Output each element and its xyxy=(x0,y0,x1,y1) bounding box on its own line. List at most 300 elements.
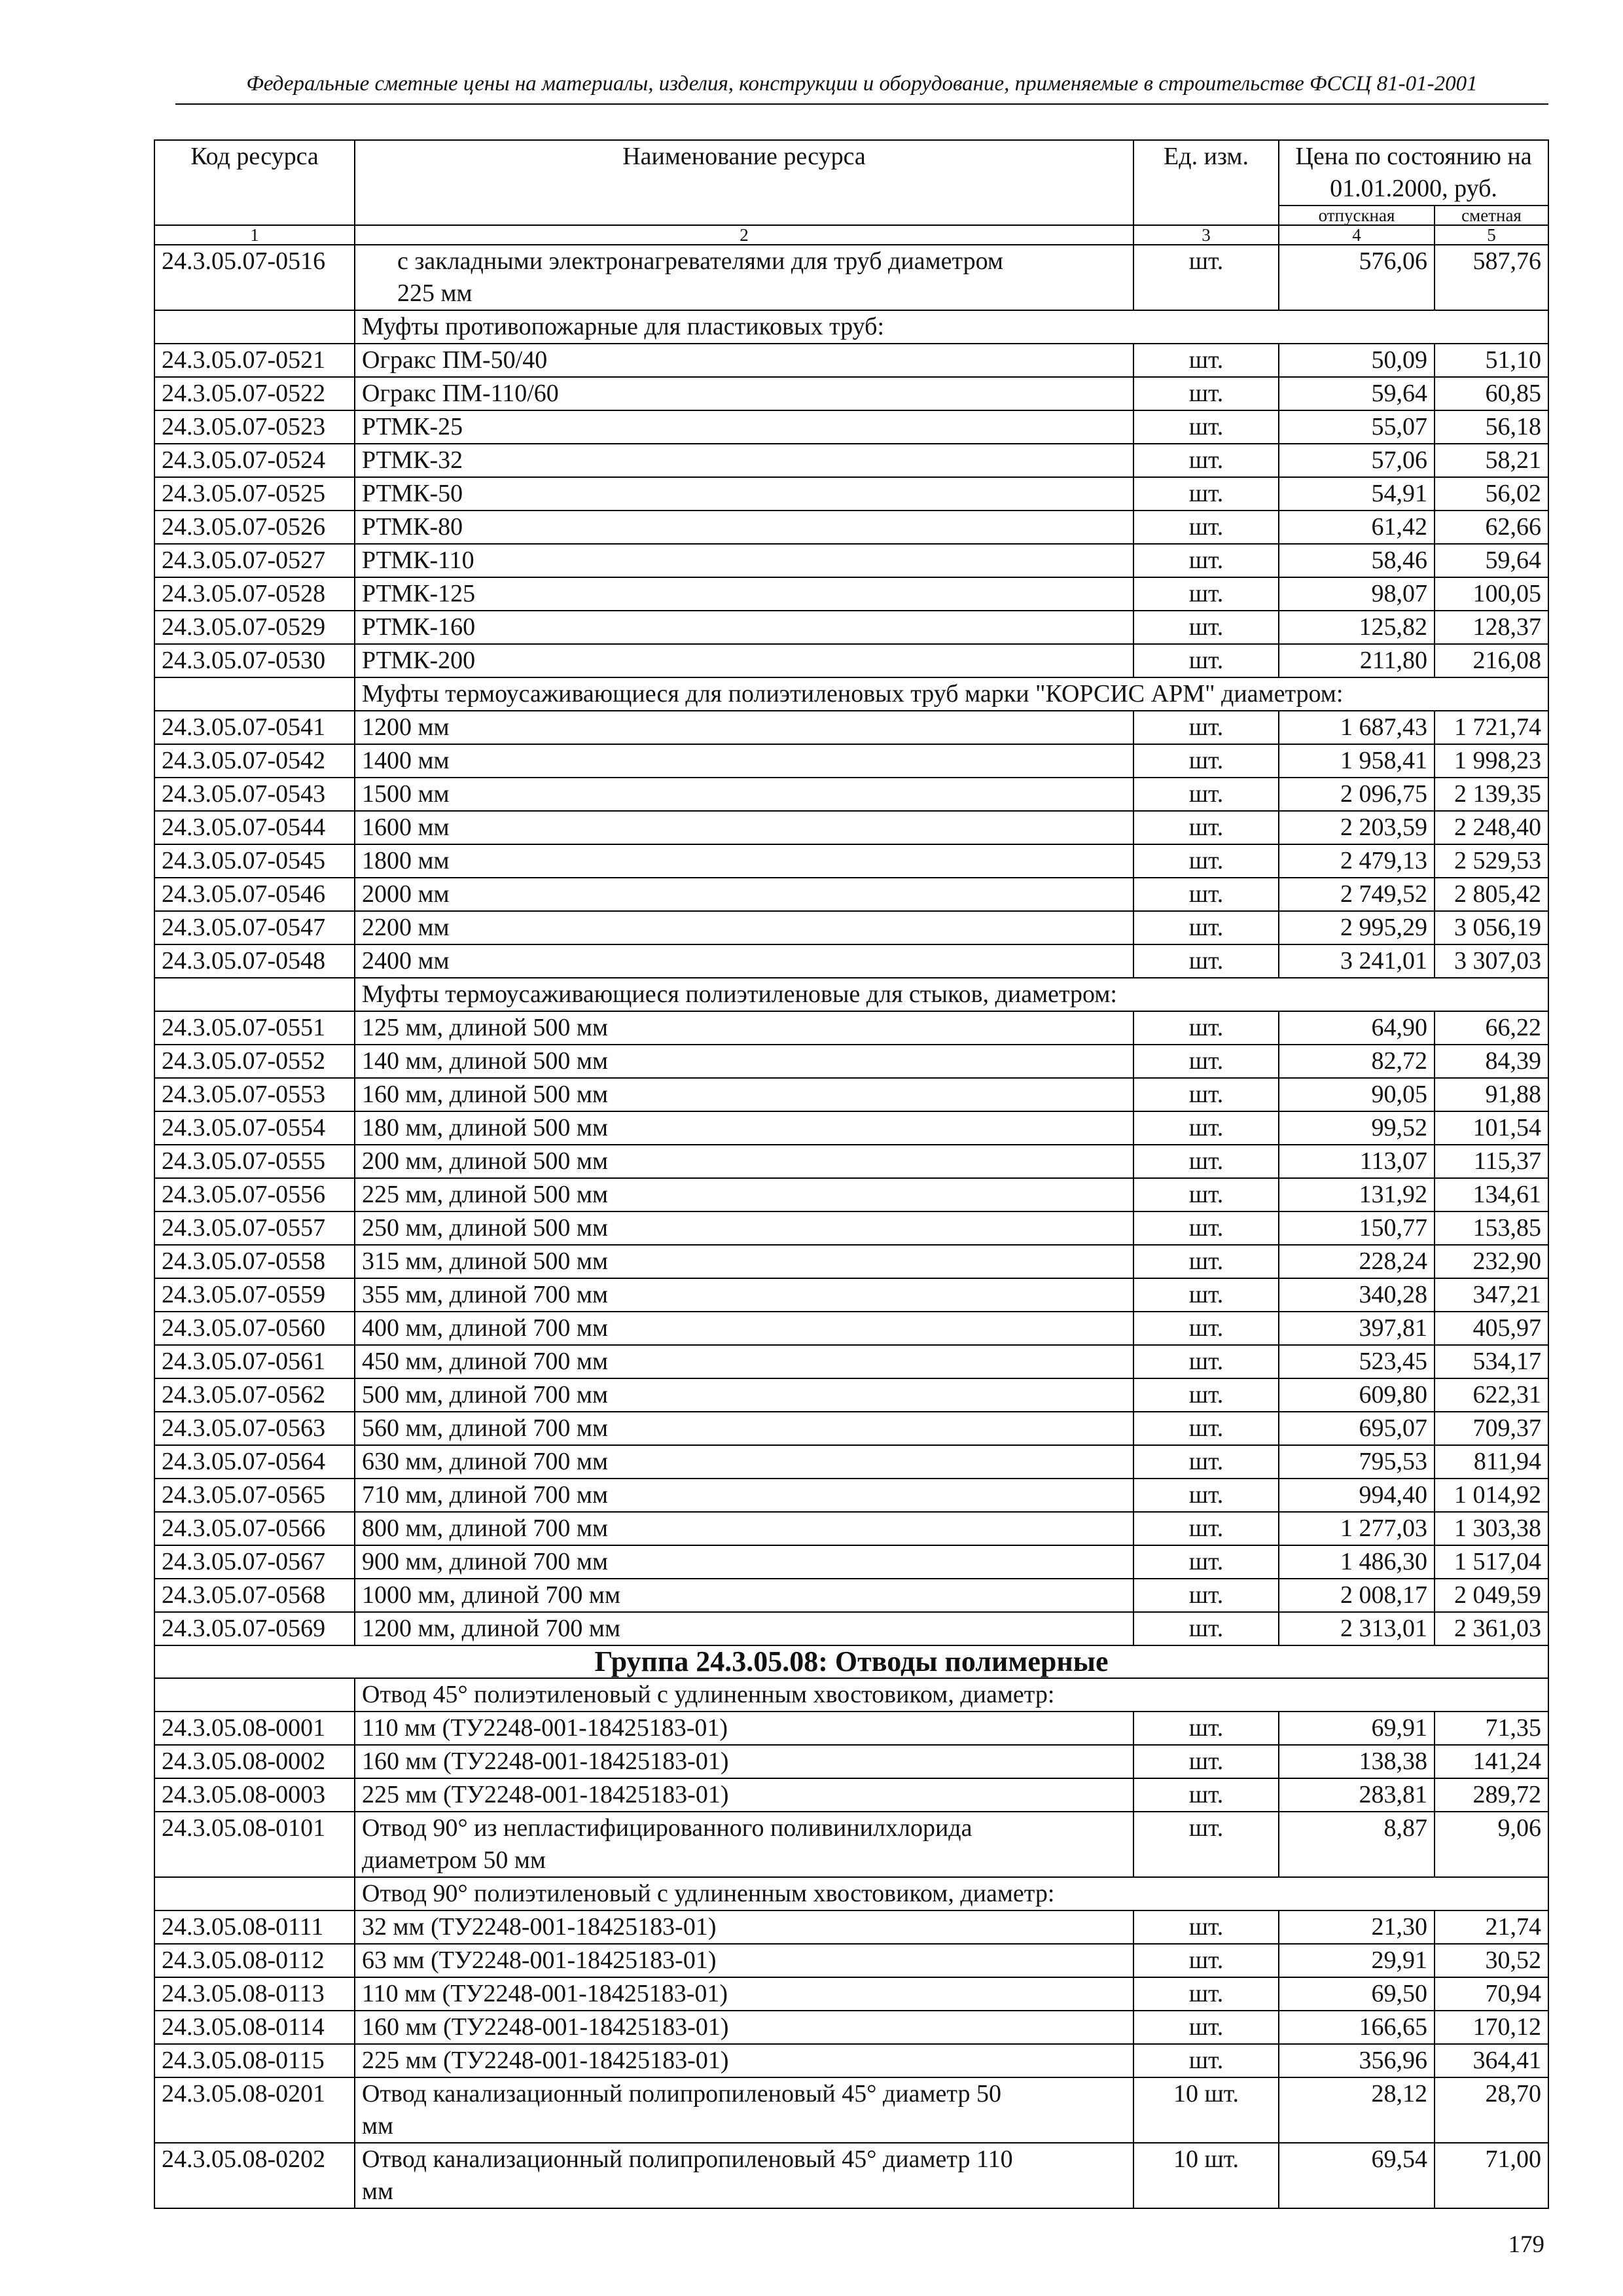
release-price: 57,06 xyxy=(1279,444,1435,477)
resource-name-continued: 225 мм xyxy=(397,279,473,307)
resource-name-text: 1800 мм xyxy=(362,847,450,874)
unit-of-measure: шт. xyxy=(1133,1545,1279,1579)
resource-name xyxy=(355,1312,1133,1345)
table-row xyxy=(154,1612,1548,1645)
release-price: 21,30 xyxy=(1279,1910,1435,1944)
release-price: 99,52 xyxy=(1279,1111,1435,1145)
release-price: 90,05 xyxy=(1279,1078,1435,1111)
resource-name-text: 225 мм (ТУ2248-001-18425183-01) xyxy=(362,1781,729,1808)
resource-code: 24.3.05.07-0548 xyxy=(154,944,355,978)
table-row xyxy=(154,611,1548,644)
estimate-price: 91,88 xyxy=(1435,1078,1548,1111)
resource-code: 24.3.05.07-0547 xyxy=(154,911,355,944)
resource-name xyxy=(355,544,1133,577)
table-row xyxy=(154,2044,1548,2077)
resource-name-text: Отвод канализационный полипропиленовый 45° диаметр 50 xyxy=(362,2080,1001,2108)
resource-name xyxy=(355,511,1133,544)
resource-code: 24.3.05.07-0542 xyxy=(154,744,355,778)
estimate-price: 1 014,92 xyxy=(1435,1479,1548,1512)
release-price: 55,07 xyxy=(1279,410,1435,444)
estimate-price: 9,06 xyxy=(1435,1812,1548,1877)
resource-name-text: 63 мм (ТУ2248-001-18425183-01) xyxy=(362,1946,717,1974)
unit-of-measure: шт. xyxy=(1133,1612,1279,1645)
table-row xyxy=(154,1312,1548,1345)
resource-code: 24.3.05.07-0522 xyxy=(154,377,355,410)
table-row xyxy=(154,1910,1548,1944)
estimate-price: 21,74 xyxy=(1435,1910,1548,1944)
resource-code: 24.3.05.08-0201 xyxy=(154,2077,355,2143)
resource-code: 24.3.05.07-0560 xyxy=(154,1312,355,1345)
resource-name-text: РТМК-25 xyxy=(362,413,463,440)
unit-of-measure: шт. xyxy=(1133,1579,1279,1612)
unit-of-measure: шт. xyxy=(1133,944,1279,978)
colnum-2: 2 xyxy=(355,225,1133,245)
unit-of-measure: шт. xyxy=(1133,1778,1279,1812)
resource-code: 24.3.05.07-0528 xyxy=(154,577,355,611)
resource-name xyxy=(355,1612,1133,1645)
resource-code: 24.3.05.07-0554 xyxy=(154,1111,355,1145)
resource-code: 24.3.05.07-0559 xyxy=(154,1278,355,1312)
group-title: Группа 24.3.05.08: Отводы полимерные xyxy=(154,1645,1548,1678)
release-price: 29,91 xyxy=(1279,1944,1435,1977)
unit-of-measure: шт. xyxy=(1133,778,1279,811)
resource-name xyxy=(355,1944,1133,1977)
colnum-1: 1 xyxy=(154,225,355,245)
resource-name-text: 110 мм (ТУ2248-001-18425183-01) xyxy=(362,1714,728,1742)
resource-name xyxy=(355,1145,1133,1178)
unit-of-measure: шт. xyxy=(1133,1011,1279,1045)
resource-name-text: 800 мм, длиной 700 мм xyxy=(362,1515,608,1542)
resource-name xyxy=(355,377,1133,410)
resource-name-text: 630 мм, длиной 700 мм xyxy=(362,1448,608,1475)
resource-name xyxy=(355,2044,1133,2077)
resource-code: 24.3.05.07-0563 xyxy=(154,1412,355,1445)
unit-of-measure: шт. xyxy=(1133,1378,1279,1412)
page-number: 179 xyxy=(1508,2231,1544,2258)
empty-code-cell xyxy=(154,677,355,711)
estimate-price: 51,10 xyxy=(1435,344,1548,377)
estimate-price: 141,24 xyxy=(1435,1745,1548,1778)
unit-of-measure: шт. xyxy=(1133,1111,1279,1145)
resource-code: 24.3.05.07-0561 xyxy=(154,1345,355,1378)
release-price: 523,45 xyxy=(1279,1345,1435,1378)
estimate-price: 66,22 xyxy=(1435,1011,1548,1045)
resource-name-text: 180 мм, длиной 500 мм xyxy=(362,1114,608,1141)
section-heading: Муфты противопожарные для пластиковых труб: xyxy=(355,310,1548,344)
resource-name-text: 225 мм, длиной 500 мм xyxy=(362,1181,608,1208)
table-row xyxy=(154,2077,1548,2143)
unit-of-measure: шт. xyxy=(1133,1245,1279,1278)
resource-name-text: Отвод канализационный полипропиленовый 45° диаметр 110 xyxy=(362,2145,1013,2173)
estimate-price: 115,37 xyxy=(1435,1145,1548,1178)
release-price: 994,40 xyxy=(1279,1479,1435,1512)
estimate-price: 2 529,53 xyxy=(1435,844,1548,878)
unit-of-measure: шт. xyxy=(1133,377,1279,410)
header-rule xyxy=(175,103,1548,105)
resource-code: 24.3.05.07-0565 xyxy=(154,1479,355,1512)
table-row xyxy=(154,1278,1548,1312)
section-heading: Муфты термоусаживающиеся полиэтиленовые для стыков, диаметром: xyxy=(355,978,1548,1011)
unit-of-measure: шт. xyxy=(1133,1178,1279,1211)
resource-name-text: 900 мм, длиной 700 мм xyxy=(362,1548,608,1575)
col-release-header: отпускная xyxy=(1279,206,1435,225)
table-row xyxy=(154,911,1548,944)
estimate-price: 62,66 xyxy=(1435,511,1548,544)
resource-code: 24.3.05.07-0521 xyxy=(154,344,355,377)
unit-of-measure: шт. xyxy=(1133,611,1279,644)
unit-of-measure: шт. xyxy=(1133,1745,1279,1778)
unit-of-measure: шт. xyxy=(1133,1278,1279,1312)
table-row xyxy=(154,811,1548,844)
resource-name-text: РТМК-110 xyxy=(362,547,474,574)
release-price: 3 241,01 xyxy=(1279,944,1435,978)
release-price: 64,90 xyxy=(1279,1011,1435,1045)
resource-code: 24.3.05.08-0115 xyxy=(154,2044,355,2077)
table-row xyxy=(154,744,1548,778)
resource-name xyxy=(355,744,1133,778)
col-code-header: Код ресурса xyxy=(154,140,355,225)
release-price: 1 687,43 xyxy=(1279,711,1435,744)
estimate-price: 2 361,03 xyxy=(1435,1612,1548,1645)
resource-name-text: 1200 мм xyxy=(362,713,450,741)
table-row xyxy=(154,511,1548,544)
resource-name-text: 560 мм, длиной 700 мм xyxy=(362,1414,608,1442)
estimate-price: 364,41 xyxy=(1435,2044,1548,2077)
section-heading-row xyxy=(154,677,1548,711)
table-row xyxy=(154,1078,1548,1111)
colnum-3: 3 xyxy=(1133,225,1279,245)
release-price: 1 486,30 xyxy=(1279,1545,1435,1579)
estimate-price: 1 721,74 xyxy=(1435,711,1548,744)
release-price: 28,12 xyxy=(1279,2077,1435,2143)
resource-name-text: 125 мм, длиной 500 мм xyxy=(362,1014,608,1041)
estimate-price: 58,21 xyxy=(1435,444,1548,477)
resource-code: 24.3.05.08-0002 xyxy=(154,1745,355,1778)
resource-name xyxy=(355,1545,1133,1579)
table-row xyxy=(154,2011,1548,2044)
resource-name xyxy=(355,245,1133,310)
resource-name xyxy=(355,911,1133,944)
table-row xyxy=(154,1579,1548,1612)
estimate-price: 216,08 xyxy=(1435,644,1548,677)
resource-code: 24.3.05.07-0566 xyxy=(154,1512,355,1545)
resource-code: 24.3.05.07-0564 xyxy=(154,1445,355,1479)
estimate-price: 71,00 xyxy=(1435,2143,1548,2208)
resource-code: 24.3.05.07-0552 xyxy=(154,1045,355,1078)
estimate-price: 1 998,23 xyxy=(1435,744,1548,778)
estimate-price: 811,94 xyxy=(1435,1445,1548,1479)
resource-name-text: 710 мм, длиной 700 мм xyxy=(362,1481,608,1509)
estimate-price: 100,05 xyxy=(1435,577,1548,611)
table-row xyxy=(154,1178,1548,1211)
table-row xyxy=(154,778,1548,811)
table-row xyxy=(154,644,1548,677)
resource-name xyxy=(355,577,1133,611)
estimate-price: 1 517,04 xyxy=(1435,1545,1548,1579)
release-price: 795,53 xyxy=(1279,1445,1435,1479)
resource-name xyxy=(355,644,1133,677)
resource-code: 24.3.05.07-0544 xyxy=(154,811,355,844)
unit-of-measure: шт. xyxy=(1133,878,1279,911)
unit-of-measure: шт. xyxy=(1133,644,1279,677)
resource-name-text: 400 мм, длиной 700 мм xyxy=(362,1314,608,1342)
table-row xyxy=(154,944,1548,978)
release-price: 150,77 xyxy=(1279,1211,1435,1245)
unit-of-measure: шт. xyxy=(1133,1078,1279,1111)
resource-code: 24.3.05.07-0516 xyxy=(154,245,355,310)
table-row xyxy=(154,1211,1548,1245)
resource-code: 24.3.05.08-0001 xyxy=(154,1712,355,1745)
resource-code: 24.3.05.07-0526 xyxy=(154,511,355,544)
resource-code: 24.3.05.07-0556 xyxy=(154,1178,355,1211)
col-name-header: Наименование ресурса xyxy=(355,140,1133,225)
resource-name-text: 1400 мм xyxy=(362,747,450,774)
unit-of-measure: шт. xyxy=(1133,511,1279,544)
unit-of-measure: шт. xyxy=(1133,1145,1279,1178)
resource-code: 24.3.05.07-0527 xyxy=(154,544,355,577)
release-price: 82,72 xyxy=(1279,1045,1435,1078)
unit-of-measure: шт. xyxy=(1133,577,1279,611)
release-price: 69,91 xyxy=(1279,1712,1435,1745)
resource-name-text: 160 мм (ТУ2248-001-18425183-01) xyxy=(362,1748,729,1775)
resource-name-text: 500 мм, длиной 700 мм xyxy=(362,1381,608,1408)
resource-name xyxy=(355,1045,1133,1078)
table-row xyxy=(154,711,1548,744)
resource-name xyxy=(355,944,1133,978)
resource-name-text: Отвод 90° из непластифицированного поливинилхлорида xyxy=(362,1814,972,1842)
estimate-price: 71,35 xyxy=(1435,1712,1548,1745)
resource-code: 24.3.05.07-0529 xyxy=(154,611,355,644)
resource-code: 24.3.05.07-0523 xyxy=(154,410,355,444)
resource-name xyxy=(355,1211,1133,1245)
resource-name-text: 1200 мм, длиной 700 мм xyxy=(362,1615,620,1642)
resource-name xyxy=(355,2143,1133,2208)
empty-code-cell xyxy=(154,1678,355,1712)
resource-name xyxy=(355,611,1133,644)
resource-name-text: 450 мм, длиной 700 мм xyxy=(362,1348,608,1375)
table-row xyxy=(154,577,1548,611)
estimate-price: 232,90 xyxy=(1435,1245,1548,1278)
table-row xyxy=(154,1545,1548,1579)
resource-code: 24.3.05.08-0111 xyxy=(154,1910,355,1944)
resource-code: 24.3.05.07-0530 xyxy=(154,644,355,677)
estimate-price: 2 248,40 xyxy=(1435,811,1548,844)
unit-of-measure: шт. xyxy=(1133,1479,1279,1512)
resource-name xyxy=(355,811,1133,844)
resource-name-continued: мм xyxy=(362,2112,394,2140)
estimate-price: 289,72 xyxy=(1435,1778,1548,1812)
resource-name-text: 2000 мм xyxy=(362,880,450,908)
unit-of-measure: шт. xyxy=(1133,1977,1279,2011)
resource-name-text: РТМК-125 xyxy=(362,580,476,607)
resource-name xyxy=(355,2077,1133,2143)
table-row xyxy=(154,1944,1548,1977)
release-price: 59,64 xyxy=(1279,377,1435,410)
table-row xyxy=(154,1745,1548,1778)
release-price: 2 479,13 xyxy=(1279,844,1435,878)
resource-name-text: 160 мм (ТУ2248-001-18425183-01) xyxy=(362,2013,729,2041)
release-price: 2 096,75 xyxy=(1279,778,1435,811)
resource-name xyxy=(355,1078,1133,1111)
resource-name xyxy=(355,1345,1133,1378)
release-price: 50,09 xyxy=(1279,344,1435,377)
release-price: 397,81 xyxy=(1279,1312,1435,1345)
release-price: 1 958,41 xyxy=(1279,744,1435,778)
unit-of-measure: шт. xyxy=(1133,344,1279,377)
estimate-price: 2 139,35 xyxy=(1435,778,1548,811)
table-row xyxy=(154,1378,1548,1412)
resource-code: 24.3.05.08-0112 xyxy=(154,1944,355,1977)
release-price: 2 203,59 xyxy=(1279,811,1435,844)
resource-name xyxy=(355,2011,1133,2044)
estimate-price: 2 049,59 xyxy=(1435,1579,1548,1612)
price-rows xyxy=(154,245,1548,2208)
unit-of-measure: 10 шт. xyxy=(1133,2077,1279,2143)
table-row xyxy=(154,344,1548,377)
release-price: 58,46 xyxy=(1279,544,1435,577)
estimate-price: 70,94 xyxy=(1435,1977,1548,2011)
release-price: 228,24 xyxy=(1279,1245,1435,1278)
section-heading: Муфты термоусаживающиеся для полиэтиленовых труб марки "КОРСИС АРМ" диаметром: xyxy=(355,677,1548,711)
estimate-price: 2 805,42 xyxy=(1435,878,1548,911)
release-price: 576,06 xyxy=(1279,245,1435,310)
release-price: 2 313,01 xyxy=(1279,1612,1435,1645)
table-row xyxy=(154,377,1548,410)
resource-name-text: РТМК-50 xyxy=(362,480,463,507)
unit-of-measure: шт. xyxy=(1133,1944,1279,1977)
table-row xyxy=(154,1479,1548,1512)
release-price: 356,96 xyxy=(1279,2044,1435,2077)
unit-of-measure: шт. xyxy=(1133,1910,1279,1944)
resource-name xyxy=(355,1178,1133,1211)
resource-name xyxy=(355,1712,1133,1745)
table-row xyxy=(154,245,1548,310)
release-price: 1 277,03 xyxy=(1279,1512,1435,1545)
table-row xyxy=(154,1045,1548,1078)
release-price: 609,80 xyxy=(1279,1378,1435,1412)
resource-name-text: РТМК-32 xyxy=(362,446,463,474)
release-price: 98,07 xyxy=(1279,577,1435,611)
resource-code: 24.3.05.07-0524 xyxy=(154,444,355,477)
col-estimate-header: сметная xyxy=(1435,206,1548,225)
resource-name xyxy=(355,1778,1133,1812)
estimate-price: 3 307,03 xyxy=(1435,944,1548,978)
table-row xyxy=(154,1145,1548,1178)
resource-code: 24.3.05.07-0568 xyxy=(154,1579,355,1612)
estimate-price: 622,31 xyxy=(1435,1378,1548,1412)
table-row xyxy=(154,1778,1548,1812)
resource-name xyxy=(355,711,1133,744)
estimate-price: 534,17 xyxy=(1435,1345,1548,1378)
release-price: 131,92 xyxy=(1279,1178,1435,1211)
estimate-price: 153,85 xyxy=(1435,1211,1548,1245)
release-price: 54,91 xyxy=(1279,477,1435,511)
resource-name-text: 355 мм, длиной 700 мм xyxy=(362,1281,608,1308)
release-price: 211,80 xyxy=(1279,644,1435,677)
group-row xyxy=(154,1645,1548,1678)
release-price: 69,50 xyxy=(1279,1977,1435,2011)
resource-name-text: 1000 мм, длиной 700 мм xyxy=(362,1581,620,1609)
estimate-price: 56,18 xyxy=(1435,410,1548,444)
resource-name-continued: мм xyxy=(362,2178,394,2205)
resource-name-text: 200 мм, длиной 500 мм xyxy=(362,1147,608,1175)
estimate-price: 101,54 xyxy=(1435,1111,1548,1145)
resource-name-text: 1500 мм xyxy=(362,780,450,808)
unit-of-measure: шт. xyxy=(1133,1211,1279,1245)
resource-name-text: РТМК-160 xyxy=(362,613,476,641)
resource-name xyxy=(355,1278,1133,1312)
resource-name xyxy=(355,477,1133,511)
release-price: 2 008,17 xyxy=(1279,1579,1435,1612)
estimate-price: 56,02 xyxy=(1435,477,1548,511)
estimate-price: 170,12 xyxy=(1435,2011,1548,2044)
resource-name xyxy=(355,878,1133,911)
resource-code: 24.3.05.07-0551 xyxy=(154,1011,355,1045)
unit-of-measure: шт. xyxy=(1133,1812,1279,1877)
table-row xyxy=(154,1812,1548,1877)
empty-code-cell xyxy=(154,1877,355,1910)
resource-name xyxy=(355,1512,1133,1545)
resource-name-text: 315 мм, длиной 500 мм xyxy=(362,1247,608,1275)
unit-of-measure: шт. xyxy=(1133,711,1279,744)
resource-name xyxy=(355,1910,1133,1944)
resource-name xyxy=(355,1812,1133,1877)
section-heading-row xyxy=(154,1678,1548,1712)
unit-of-measure: шт. xyxy=(1133,245,1279,310)
empty-code-cell xyxy=(154,310,355,344)
running-header: Федеральные сметные цены на материалы, изделия, конструкции и оборудование, применяемые в строительстве ФССЦ 81-01-2001 xyxy=(246,72,1478,96)
resource-name xyxy=(355,1579,1133,1612)
estimate-price: 60,85 xyxy=(1435,377,1548,410)
resource-code: 24.3.05.08-0114 xyxy=(154,2011,355,2044)
estimate-price: 405,97 xyxy=(1435,1312,1548,1345)
table-row xyxy=(154,2143,1548,2208)
table-row xyxy=(154,1412,1548,1445)
resource-code: 24.3.05.07-0553 xyxy=(154,1078,355,1111)
unit-of-measure: шт. xyxy=(1133,444,1279,477)
col-price-header: Цена по состоянию на 01.01.2000, руб. xyxy=(1279,140,1548,206)
resource-name-text: 140 мм, длиной 500 мм xyxy=(362,1047,608,1075)
release-price: 283,81 xyxy=(1279,1778,1435,1812)
resource-code: 24.3.05.07-0545 xyxy=(154,844,355,878)
empty-code-cell xyxy=(154,978,355,1011)
unit-of-measure: шт. xyxy=(1133,911,1279,944)
table-row xyxy=(154,844,1548,878)
estimate-price: 59,64 xyxy=(1435,544,1548,577)
estimate-price: 3 056,19 xyxy=(1435,911,1548,944)
release-price: 125,82 xyxy=(1279,611,1435,644)
unit-of-measure: шт. xyxy=(1133,811,1279,844)
resource-name-text: 2400 мм xyxy=(362,947,450,975)
resource-name xyxy=(355,410,1133,444)
unit-of-measure: шт. xyxy=(1133,1512,1279,1545)
resource-code: 24.3.05.07-0525 xyxy=(154,477,355,511)
estimate-price: 587,76 xyxy=(1435,245,1548,310)
resource-name-text: 110 мм (ТУ2248-001-18425183-01) xyxy=(362,1980,728,2007)
resource-name-continued: диаметром 50 мм xyxy=(362,1846,546,1874)
release-price: 113,07 xyxy=(1279,1145,1435,1178)
unit-of-measure: шт. xyxy=(1133,544,1279,577)
resource-code: 24.3.05.08-0202 xyxy=(154,2143,355,2208)
table-row xyxy=(154,477,1548,511)
resource-code: 24.3.05.07-0557 xyxy=(154,1211,355,1245)
table-row xyxy=(154,1245,1548,1278)
section-heading-row xyxy=(154,978,1548,1011)
table-row xyxy=(154,1111,1548,1145)
unit-of-measure: шт. xyxy=(1133,1445,1279,1479)
table-row xyxy=(154,544,1548,577)
price-table xyxy=(154,139,1549,2209)
